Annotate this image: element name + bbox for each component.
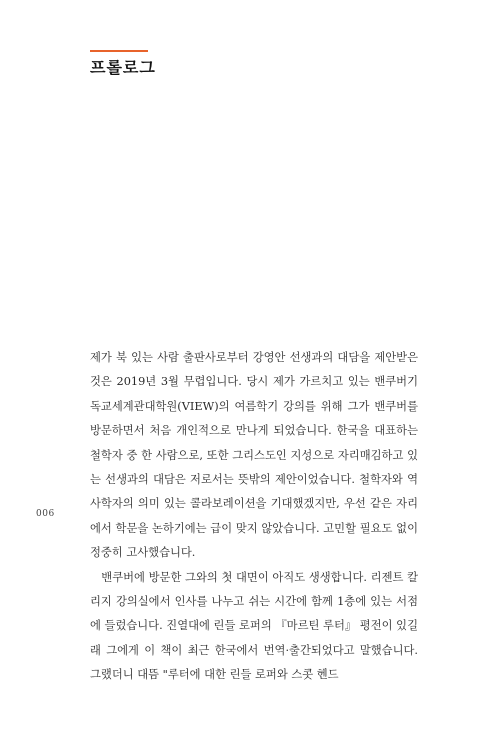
paragraph: 제가 북 있는 사람 출판사로부터 강영안 선생과의 대담을 제안받은 것은 2019년 3월 무렵입니다. 당시 제가 가르치고 있는 밴쿠버기독교세계관대학원(VIEW)의 여름학기 강의를 위해 그가 밴쿠버를 방문하면서 처음 개인적으로 만나게 되었습니다. 한국을 대표하는 철학자 중 한 사람으로, 또한 그리스도인 지성으로 자리매김하고 있는 선생과의 대담은 저로서는 뜻밖의 제안이었습니다. 철학자와 역사학자의 의미 있는 콜라보레이션을 기대했겠지만, 우선 같은 자리에서 학문을 논하기에는 급이 맞지 않았습니다. 고민할 필요도 없이 정중히 고사했습니다. <box>90 351 418 560</box>
body-text <box>90 346 418 688</box>
heading-accent-rule <box>90 50 148 52</box>
page-number: 006 <box>36 509 55 519</box>
paragraph: 밴쿠버에 방문한 그와의 첫 대면이 아직도 생생합니다. 리젠트 칼리지 강의실에서 인사를 나누고 쉬는 시간에 함께 1층에 있는 서점에 들렀습니다. 진열대에 린들 로퍼의 『마르틴 루터』 평전이 있길래 그에게 이 책이 최근 한국에서 번역·출간되었다고 말했습니다. 그랬더니 대뜸 "루터에 대한 린들 로퍼와 스콧 헨드 <box>90 570 418 682</box>
chapter-title: 프롤로그 <box>90 58 156 77</box>
